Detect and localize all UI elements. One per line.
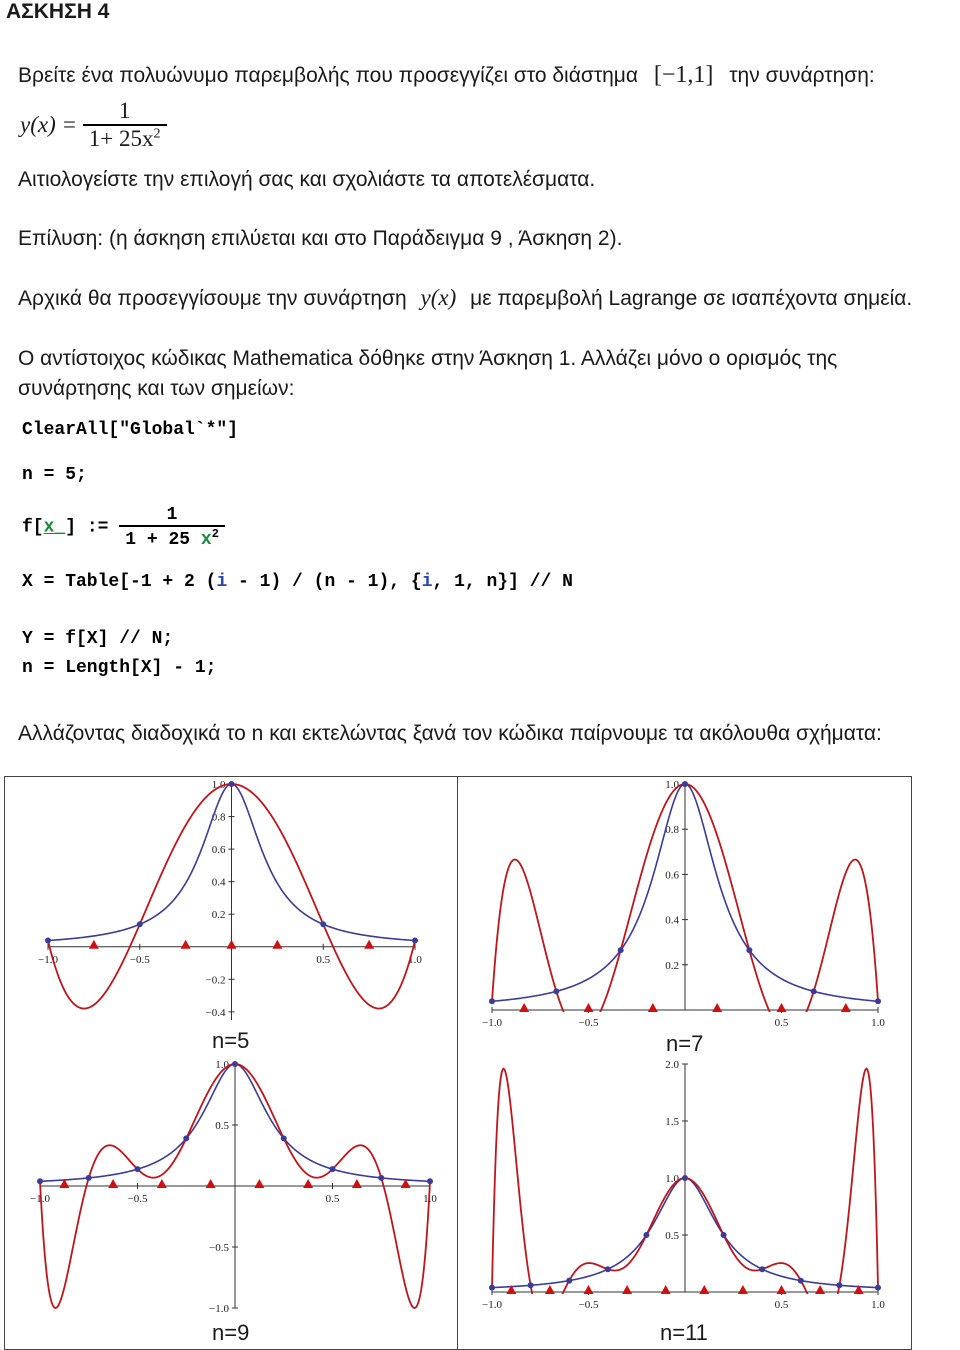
code-n-length: n = Length[X] - 1; bbox=[22, 658, 217, 678]
marker-triangle bbox=[584, 1285, 594, 1294]
marker-triangle bbox=[352, 1179, 362, 1188]
marker-triangle bbox=[89, 940, 99, 949]
interpolation-node bbox=[86, 1175, 92, 1181]
plot-n9-svg bbox=[20, 1056, 450, 1318]
interpolation-node bbox=[45, 937, 51, 943]
y-tick-label: 0.6 bbox=[211, 844, 226, 857]
interpolation-node bbox=[682, 781, 688, 787]
x-tick-label: −0.5 bbox=[578, 1299, 599, 1311]
code-den-a: 1 + 25 bbox=[125, 530, 201, 550]
code-den-exp: 2 bbox=[211, 527, 219, 541]
marker-triangle bbox=[622, 1285, 632, 1294]
code-clearall: ClearAll["Global`*"] bbox=[22, 420, 239, 440]
solution-line-2 bbox=[18, 285, 912, 311]
x-tick-label: 1.0 bbox=[423, 1193, 437, 1205]
y-tick-label: 0.2 bbox=[665, 959, 679, 972]
interpolation-node bbox=[330, 1166, 336, 1172]
solution-math: y(x) bbox=[420, 285, 457, 310]
code-table bbox=[22, 572, 573, 592]
plot-n9-label: n=9 bbox=[212, 1320, 250, 1345]
marker-triangle bbox=[648, 1003, 658, 1012]
y-tick-label: −0.4 bbox=[205, 1006, 226, 1019]
interpolation-node bbox=[746, 947, 752, 953]
code-table-a: X = Table[-1 + 2 ( bbox=[22, 572, 217, 592]
plot-n7-svg bbox=[472, 779, 902, 1029]
code-table-i2: i bbox=[421, 572, 433, 592]
problem-line-1 bbox=[18, 62, 875, 89]
marker-triangle bbox=[227, 940, 237, 949]
interpolation-node bbox=[412, 937, 418, 943]
interpolation-node bbox=[643, 1232, 649, 1238]
marker-triangle bbox=[545, 1285, 555, 1294]
marker-triangle bbox=[777, 1285, 787, 1294]
marker-triangle bbox=[254, 1179, 264, 1188]
y-tick-label: 1.0 bbox=[211, 779, 226, 791]
y-tick-label: 0.4 bbox=[665, 914, 679, 927]
plot-n11 bbox=[472, 1056, 902, 1311]
interpolation-node bbox=[566, 1278, 572, 1284]
y-tick-label: 1.0 bbox=[215, 1059, 229, 1071]
plot-n11-label: n=11 bbox=[660, 1320, 708, 1345]
y-tick-label: −0.5 bbox=[209, 1242, 229, 1254]
marker-triangle bbox=[157, 1179, 167, 1188]
plot-n9 bbox=[20, 1056, 450, 1318]
code-f-left: f[ bbox=[22, 517, 44, 538]
x-tick-label: 0.5 bbox=[774, 1299, 789, 1311]
function-lhs: y(x) = bbox=[20, 112, 78, 137]
y-tick-label: −0.2 bbox=[205, 974, 226, 987]
interpolation-node bbox=[489, 998, 495, 1004]
interpolation-node bbox=[528, 1282, 534, 1288]
interpolation-node bbox=[553, 988, 559, 994]
x-tick-label: 1.0 bbox=[408, 953, 422, 966]
marker-triangle bbox=[303, 1179, 313, 1188]
problem-text: Βρείτε ένα πολυώνυμο παρεμβολής που προσεγγίζει στο διάστημα bbox=[18, 64, 639, 87]
plot-n5-label: n=5 bbox=[212, 1028, 250, 1053]
exercise-heading: ΑΣΚΗΣΗ 4 bbox=[6, 0, 110, 23]
y-tick-label: 1.0 bbox=[665, 779, 679, 791]
code-y-line: Y = f[X] // N; bbox=[22, 629, 174, 649]
function-denominator bbox=[83, 124, 167, 152]
marker-triangle bbox=[738, 1285, 748, 1294]
interpolation-node bbox=[618, 947, 624, 953]
interpolation-node bbox=[759, 1266, 765, 1272]
marker-triangle bbox=[181, 940, 191, 949]
interpolation-node bbox=[427, 1178, 433, 1184]
x-tick-label: −1.0 bbox=[482, 1017, 502, 1029]
interpolation-node bbox=[605, 1266, 611, 1272]
den-exp: 2 bbox=[153, 126, 161, 142]
interpolation-node bbox=[137, 921, 143, 927]
marker-triangle bbox=[519, 1003, 529, 1012]
y-tick-label: −1.0 bbox=[209, 1303, 229, 1315]
code-table-b: - 1) / (n - 1), { bbox=[227, 572, 422, 592]
marker-triangle bbox=[584, 1003, 594, 1012]
y-tick-label: 0.8 bbox=[665, 824, 679, 837]
marker-triangle bbox=[699, 1285, 709, 1294]
x-tick-label: −0.5 bbox=[578, 1017, 599, 1029]
x-tick-label: −1.0 bbox=[30, 1193, 50, 1205]
interpolation-node bbox=[682, 1175, 688, 1181]
interpolation-node bbox=[875, 998, 881, 1004]
interpolation-node bbox=[378, 1175, 384, 1181]
den-text: 1+ 25x bbox=[88, 126, 154, 151]
x-tick-label: −1.0 bbox=[38, 953, 58, 966]
interpolation-node bbox=[798, 1278, 804, 1284]
y-tick-label: 0.8 bbox=[211, 811, 226, 824]
marker-triangle bbox=[815, 1285, 825, 1294]
solution-line-1: Επίλυση: (η άσκηση επιλύεται και στο Παράδειγμα 9 , Άσκηση 2). bbox=[18, 227, 623, 250]
code-table-c: , 1, n}] // N bbox=[432, 572, 573, 592]
function-definition bbox=[20, 98, 167, 152]
code-numerator: 1 bbox=[166, 505, 178, 525]
code-den-x: x bbox=[200, 530, 212, 550]
y-tick-label: 0.2 bbox=[211, 909, 226, 922]
marker-triangle bbox=[206, 1179, 216, 1188]
interval: [−1,1] bbox=[653, 62, 714, 88]
function-fraction bbox=[83, 98, 167, 152]
marker-triangle bbox=[661, 1285, 671, 1294]
interpolation-node bbox=[232, 1061, 238, 1067]
code-f-mid: ] := bbox=[65, 517, 109, 538]
interpolation-node bbox=[836, 1282, 842, 1288]
x-tick-label: −1.0 bbox=[482, 1299, 502, 1311]
plot-n5-svg bbox=[20, 780, 450, 1030]
plot-n11-svg bbox=[472, 1056, 902, 1311]
y-tick-label: 0.5 bbox=[215, 1120, 229, 1132]
interpolation-node bbox=[320, 921, 326, 927]
interpolation-node bbox=[183, 1135, 189, 1141]
interpolation-node bbox=[229, 781, 235, 787]
interpolation-node bbox=[135, 1166, 141, 1172]
plot-n7 bbox=[472, 779, 902, 1029]
solution-text-end: με παρεμβολή Lagrange σε ισαπέχοντα σημεία. bbox=[470, 287, 913, 310]
y-tick-label: 0.4 bbox=[211, 876, 226, 889]
x-tick-label: 0.5 bbox=[774, 1017, 789, 1029]
solution-text: Αρχικά θα προσεγγίσουμε την συνάρτηση bbox=[18, 287, 407, 310]
y-tick-label: 0.6 bbox=[665, 869, 679, 882]
marker-triangle bbox=[108, 1179, 118, 1188]
solution-line-4: συνάρτησης και των σημείων: bbox=[18, 377, 295, 400]
x-tick-label: 0.5 bbox=[316, 953, 331, 966]
interpolation-node bbox=[875, 1285, 881, 1291]
y-tick-label: 1.5 bbox=[665, 1116, 679, 1128]
marker-triangle bbox=[777, 1003, 787, 1012]
marker-triangle bbox=[364, 940, 374, 949]
interpolation-node bbox=[811, 988, 817, 994]
code-denominator bbox=[119, 525, 225, 550]
x-tick-label: −0.5 bbox=[127, 1193, 148, 1205]
code-n-assign: n = 5; bbox=[22, 465, 87, 485]
solution-line-5: Αλλάζοντας διαδοχικά το n και εκτελώντας ξανά τον κώδικα παίρνουμε τα ακόλουθα σχήματα: bbox=[18, 722, 882, 745]
problem-line-2: Αιτιολογείστε την επιλογή σας και σχολιάστε τα αποτελέσματα. bbox=[18, 168, 596, 191]
code-fraction bbox=[119, 505, 225, 550]
y-tick-label: 0.5 bbox=[665, 1230, 679, 1242]
solution-line-3: Ο αντίστοιχος κώδικας Mathematica δόθηκε στην Άσκηση 1. Αλλάζει μόνο ο ορισμός της bbox=[18, 347, 838, 370]
x-tick-label: −0.5 bbox=[129, 953, 150, 966]
x-tick-label: 0.5 bbox=[325, 1193, 340, 1205]
plot-n5 bbox=[20, 780, 450, 1030]
y-tick-label: 2.0 bbox=[665, 1059, 679, 1071]
code-table-i1: i bbox=[216, 572, 228, 592]
x-tick-label: 1.0 bbox=[871, 1299, 885, 1311]
interpolation-node bbox=[281, 1135, 287, 1141]
code-f-arg: x_ bbox=[43, 517, 66, 538]
interpolation-node bbox=[721, 1232, 727, 1238]
marker-triangle bbox=[272, 940, 282, 949]
marker-triangle bbox=[712, 1003, 722, 1012]
x-tick-label: 1.0 bbox=[871, 1017, 885, 1029]
problem-text-end: την συνάρτηση: bbox=[729, 64, 875, 87]
interpolation-node bbox=[489, 1285, 495, 1291]
plots-divider bbox=[457, 777, 458, 1349]
code-f-definition bbox=[22, 505, 225, 550]
marker-triangle bbox=[841, 1003, 851, 1012]
function-numerator: 1 bbox=[118, 98, 131, 123]
interpolation-node bbox=[37, 1178, 43, 1184]
plot-n7-label: n=7 bbox=[666, 1031, 704, 1056]
y-tick-label: 1.0 bbox=[665, 1173, 679, 1185]
